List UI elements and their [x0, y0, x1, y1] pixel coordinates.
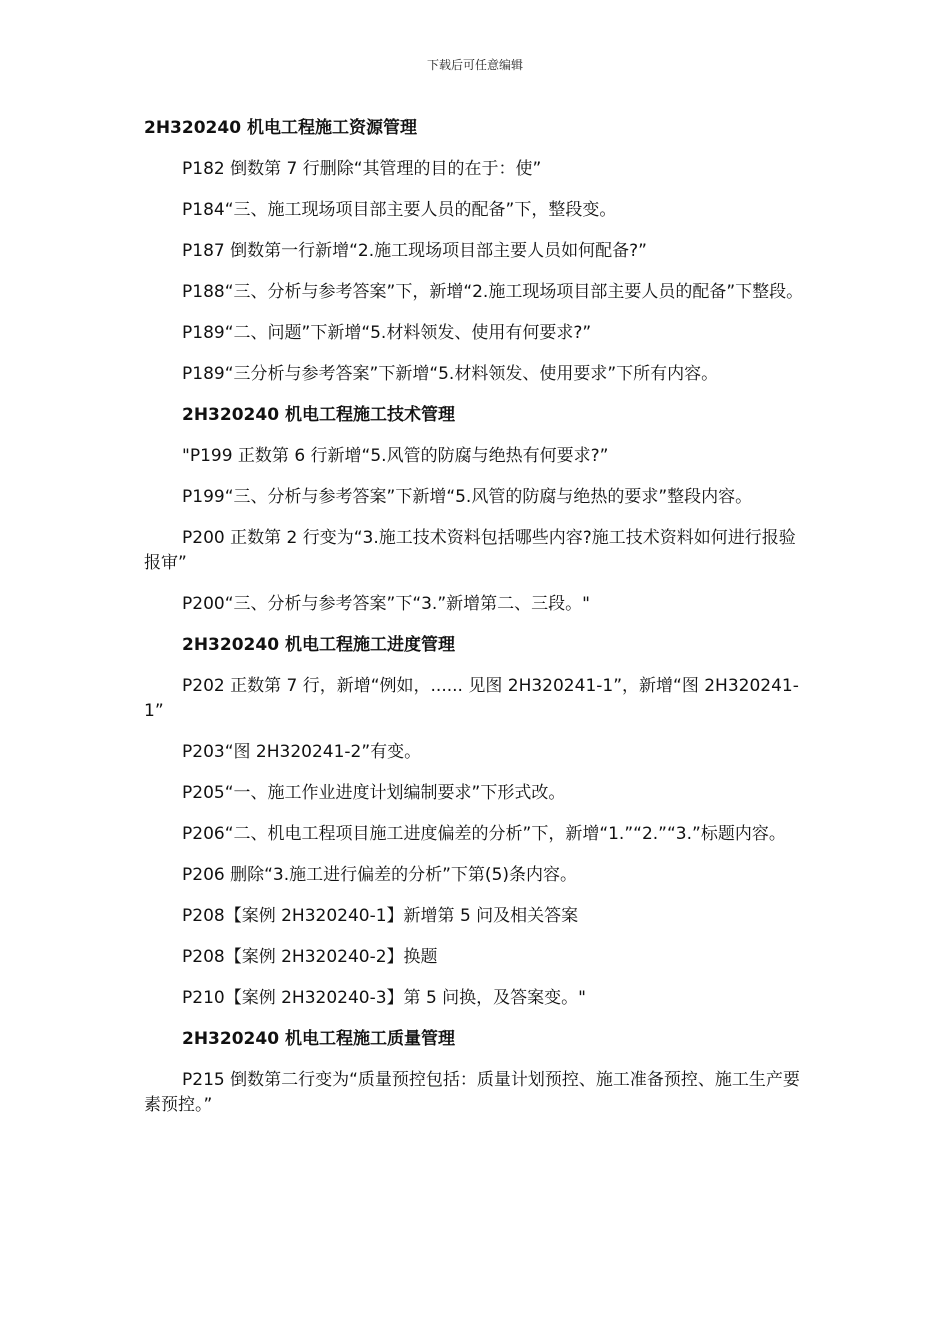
paragraph: "P199 正数第 6 行新增“5.风管的防腐与绝热有何要求?” — [182, 446, 609, 466]
section-heading: 2H320240 机电工程施工技术管理 — [182, 405, 455, 425]
paragraph: P208【案例 2H320240-2】换题 — [182, 947, 438, 967]
document-body — [144, 116, 808, 1134]
section-heading: 2H320240 机电工程施工质量管理 — [182, 1029, 455, 1049]
paragraph: P215 倒数第二行变为“质量预控包括：质量计划预控、施工准备预控、施工生产要素预控。” — [144, 1070, 800, 1115]
paragraph: P202 正数第 7 行，新增“例如，...... 见图 2H320241-1”，新增“图 2H320241-1” — [144, 676, 799, 721]
paragraph: P206“二、机电工程项目施工进度偏差的分析”下，新增“1.”“2.”“3.”标题内容。 — [182, 824, 786, 844]
paragraph: P182 倒数第 7 行删除“其管理的目的在于：使” — [182, 159, 542, 179]
paragraph: P205“一、施工作业进度计划编制要求”下形式改。 — [182, 783, 566, 803]
page-header-note: 下载后可任意编辑 — [426, 58, 523, 72]
paragraph: P200“三、分析与参考答案”下“3.”新增第二、三段。" — [182, 594, 590, 614]
paragraph: P189“二、问题”下新增“5.材料领发、使用有何要求?” — [182, 323, 592, 343]
paragraph: P188“三、分析与参考答案”下，新增“2.施工现场项目部主要人员的配备”下整段。 — [182, 282, 804, 302]
paragraph: P203“图 2H320241-2”有变。 — [182, 742, 422, 762]
section-heading: 2H320240 机电工程施工资源管理 — [144, 118, 417, 138]
paragraph: P210【案例 2H320240-3】第 5 问换，及答案变。" — [182, 988, 586, 1008]
paragraph: P189“三分析与参考答案”下新增“5.材料领发、使用要求”下所有内容。 — [182, 364, 719, 384]
paragraph: P208【案例 2H320240-1】新增第 5 问及相关答案 — [182, 906, 579, 926]
section-heading: 2H320240 机电工程施工进度管理 — [182, 635, 455, 655]
paragraph: P200 正数第 2 行变为“3.施工技术资料包括哪些内容?施工技术资料如何进行报验报审” — [144, 528, 796, 573]
paragraph: P199“三、分析与参考答案”下新增“5.风管的防腐与绝热的要求”整段内容。 — [182, 487, 753, 507]
paragraph: P206 删除“3.施工进行偏差的分析”下第(5)条内容。 — [182, 865, 578, 885]
paragraph: P184“三、施工现场项目部主要人员的配备”下，整段变。 — [182, 200, 617, 220]
paragraph: P187 倒数第一行新增“2.施工现场项目部主要人员如何配备?” — [182, 241, 647, 261]
